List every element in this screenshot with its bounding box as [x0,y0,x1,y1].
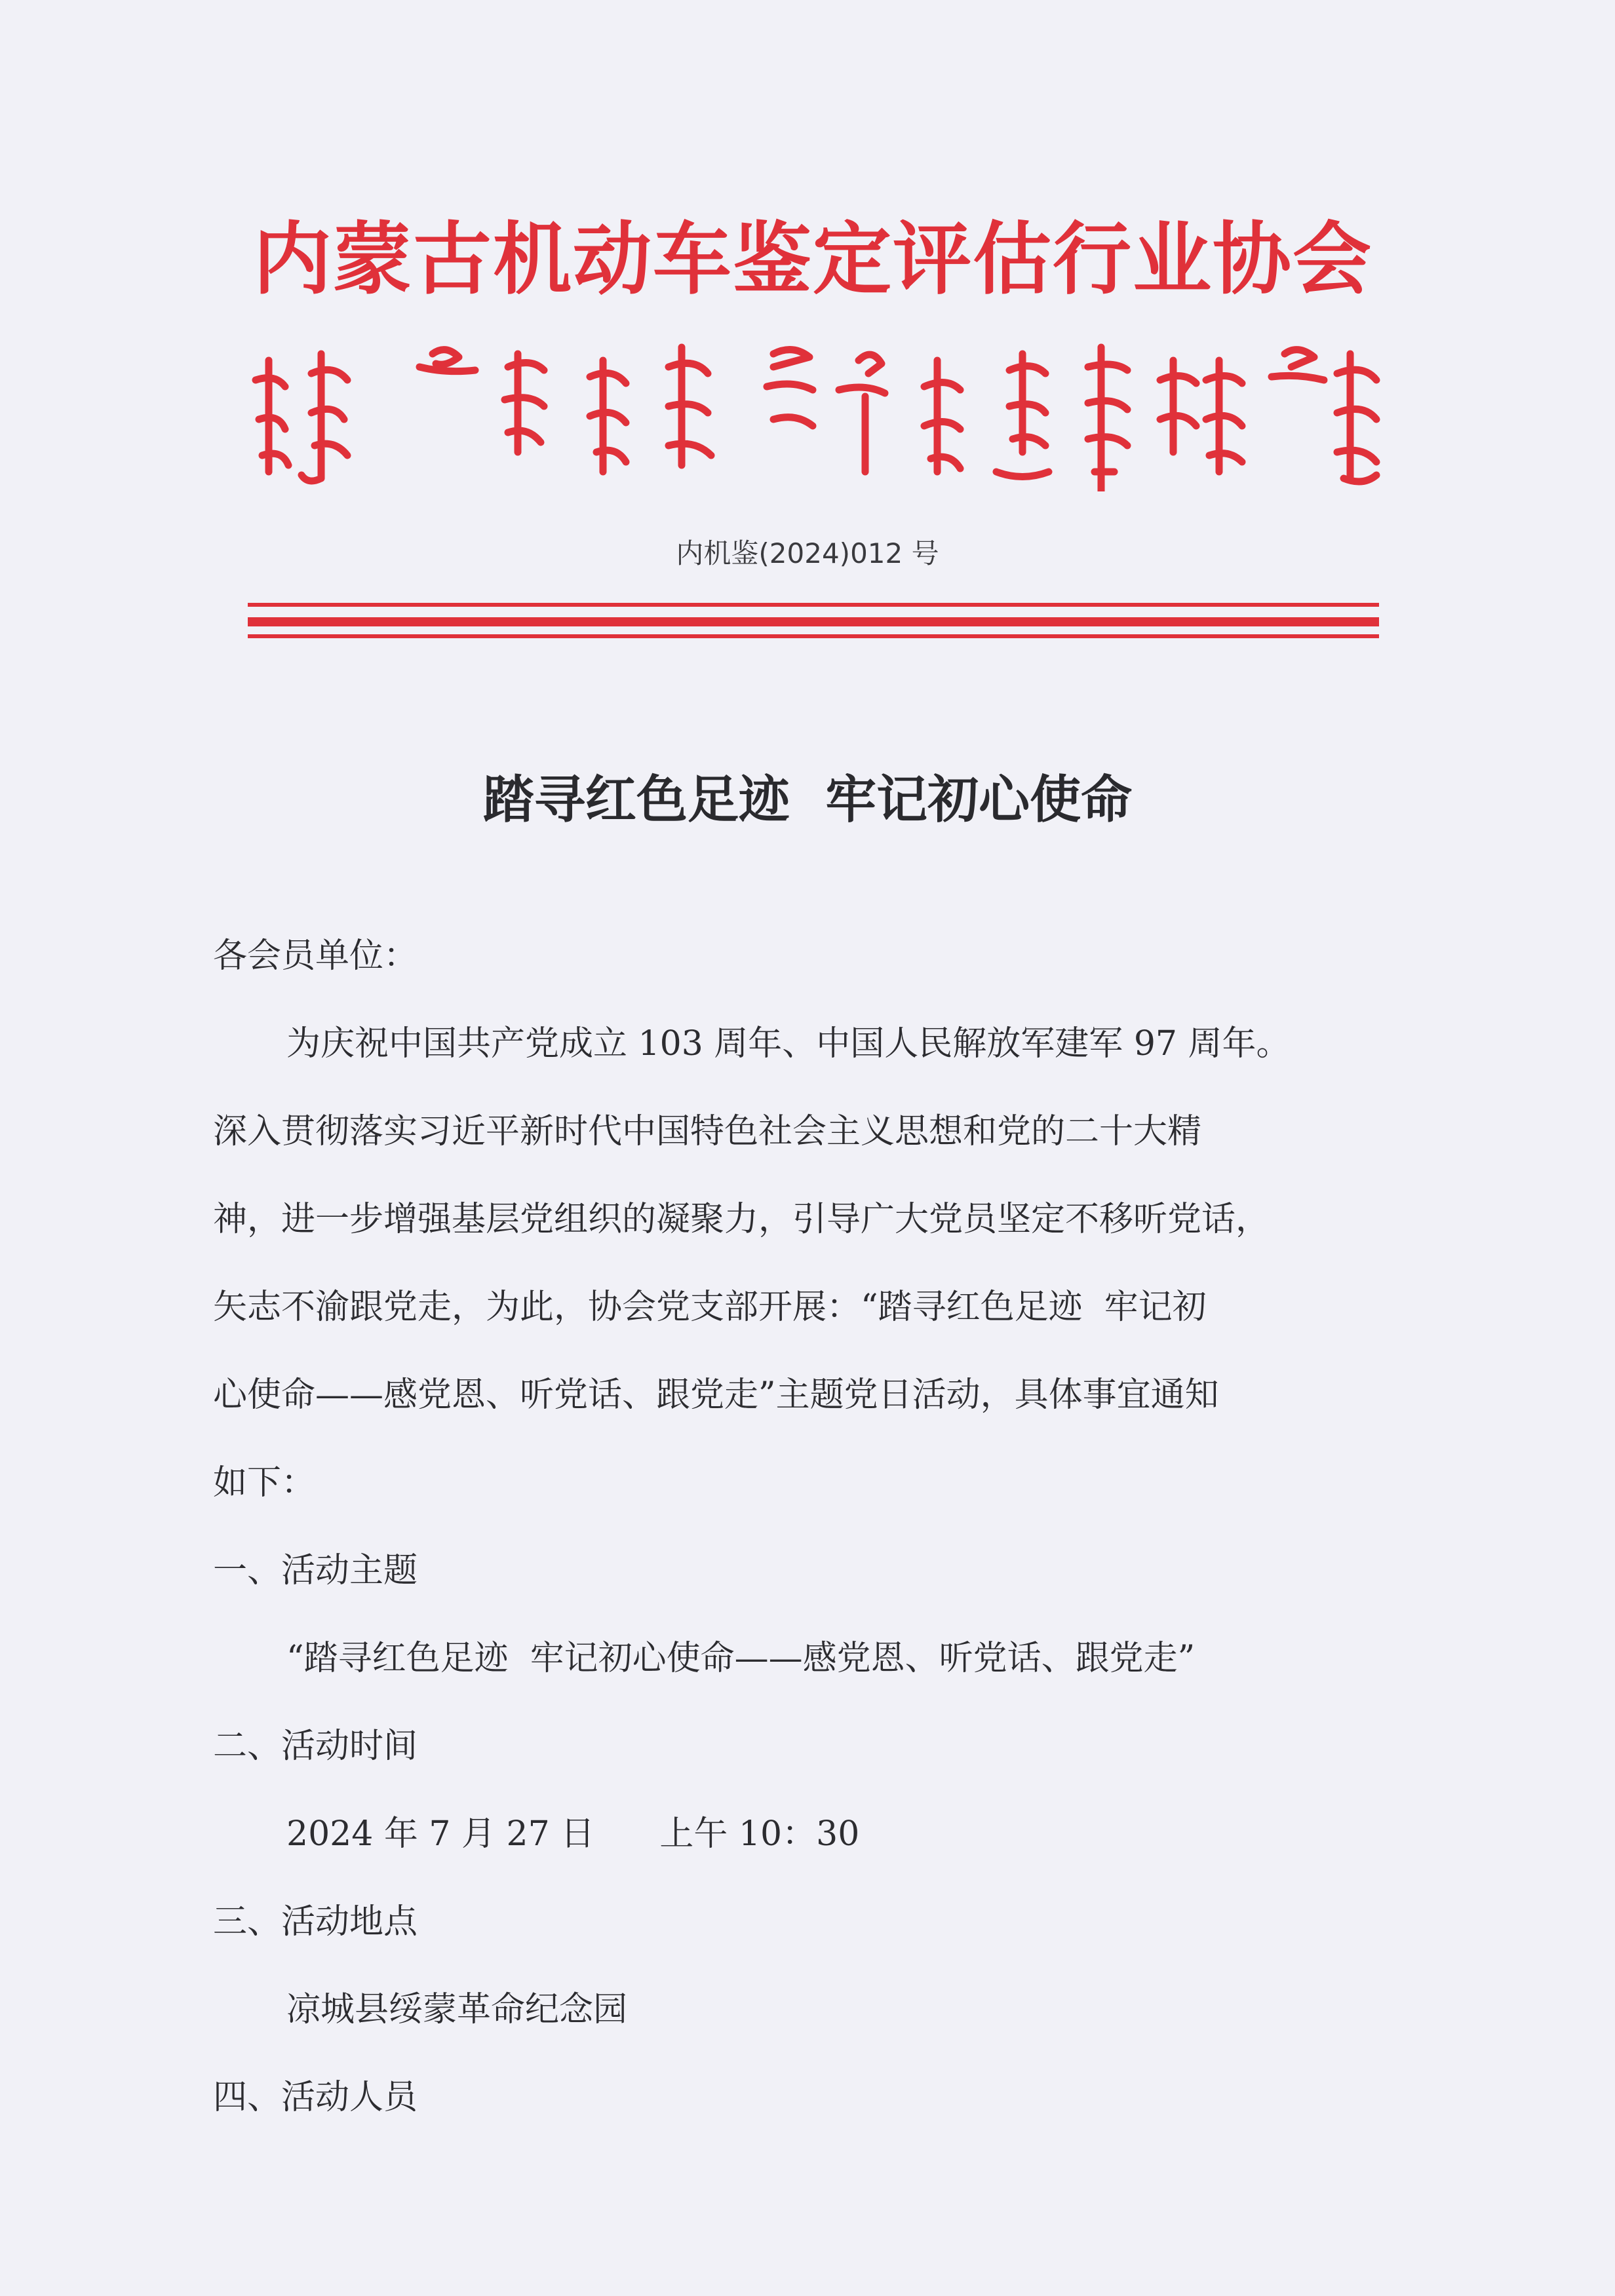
mongolian-script-graphic [249,341,1390,491]
paragraph-line: 为庆祝中国共产党成立 103 周年、中国人民解放军建军 97 周年。 [286,1024,1291,1063]
paragraph-line: 矢志不渝跟党走，为此，协会党支部开展：“踏寻红色足迹 牢记初 [213,1288,1207,1327]
letterhead-org-name: 内蒙古机动车鉴定评估行业协会 [253,213,1372,305]
document-body [213,912,1367,2141]
section-heading: 一、活动主题 [213,1551,418,1590]
paragraph-line: 深入贯彻落实习近平新时代中国特色社会主义思想和党的二十大精 [213,1112,1202,1151]
paragraph-line: 心使命——感党恩、听党话、跟党走”主题党日活动，具体事宜通知 [213,1375,1219,1415]
paragraph-line: 神，进一步增强基层党组织的凝聚力，引导广大党员坚定不移听党话， [213,1200,1270,1239]
paragraph-line: 如下： [213,1463,316,1502]
letterhead-rule-top [248,603,1379,607]
section-content: “踏寻红色足迹 牢记初心使命——感党恩、听党话、跟党走” [286,1639,1196,1678]
section-heading: 四、活动人员 [213,2078,418,2117]
section-content: 2024 年 7 月 27 日 上午 10：30 [286,1814,860,1854]
document-title: 踏寻红色足迹 牢记初心使命 [482,771,1133,830]
section-heading: 二、活动时间 [213,1727,418,1766]
letterhead-mongolian-script [249,341,1390,491]
section-content: 凉城县绥蒙革命纪念园 [286,1990,628,2029]
salutation: 各会员单位： [213,936,418,976]
document-number: 内机鉴(2024)012 号 [676,537,939,569]
letterhead-rule-bottom [248,634,1379,638]
letterhead-rule-middle [248,617,1379,626]
section-heading: 三、活动地点 [213,1902,418,1942]
